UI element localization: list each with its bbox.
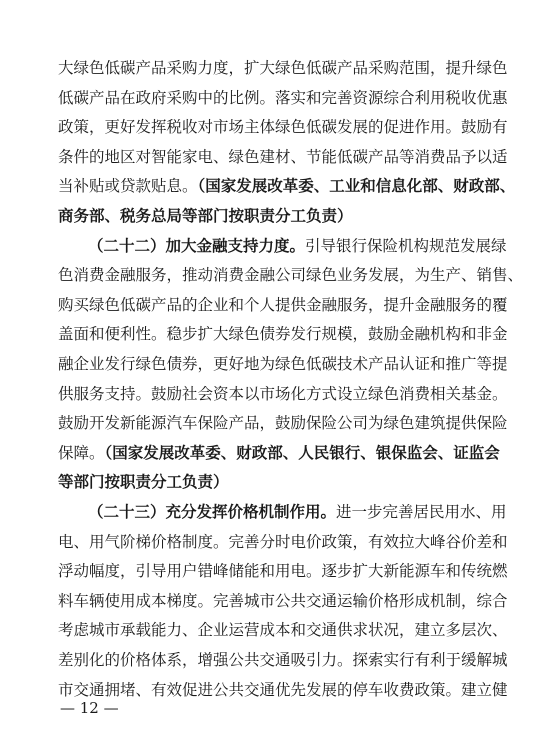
text-line [58, 143, 508, 171]
page-number: — 12 — [60, 699, 119, 717]
text-span: 购买绿色低碳产品的企业和个人提供金融服务，提升金融服务的覆 [58, 295, 508, 314]
section-heading-line [88, 232, 507, 260]
responsible-departments: 等部门按职责分工负责） [58, 472, 229, 492]
text-line [58, 291, 508, 319]
text-line [58, 646, 508, 674]
text-span: 条件的地区对智能家电、绿色建材、节能低碳产品等消费品予以适 [58, 147, 508, 166]
text-line [58, 320, 508, 348]
text-span: 料车辆使用成本梯度。完善城市公共交通运输价格形成机制，综合 [58, 591, 508, 610]
section-heading-line [88, 498, 507, 526]
text-span: 当补贴或贷款贴息。 [58, 177, 198, 196]
responsible-departments: （国家发展改革委、工业和信息化部、财政部、 [197, 176, 516, 196]
text-line [58, 409, 508, 437]
text-line [58, 676, 508, 704]
text-span: 保障。 [58, 443, 105, 462]
text-line [58, 557, 508, 585]
text-span: 供服务支持。鼓励社会资本以市场化方式设立绿色消费相关基金。 [58, 384, 508, 403]
text-span: 进一步完善居民用水、用 [336, 503, 507, 521]
text-span: 差别化的价格体系，增强公共交通吸引力。探索实行有利于缓解城 [58, 651, 508, 669]
text-span: 大绿色低碳产品采购力度，扩大绿色低碳产品采购范围，提升绿色 [58, 59, 508, 77]
text-line [58, 587, 508, 615]
text-span: 鼓励开发新能源汽车保险产品，鼓励保险公司为绿色建筑提供保险 [58, 414, 508, 433]
section-heading: （二十二）加大金融支持力度。 [88, 235, 306, 255]
text-line [58, 380, 508, 408]
text-span: 电、用气阶梯价格制度。完善分时电价政策，有效拉大峰谷价差和 [58, 532, 508, 551]
text-line [58, 261, 524, 289]
text-span: 市交通拥堵、有效促进公共交通优先发展的停车收费政策。建立健 [58, 680, 508, 699]
text-line [58, 113, 508, 141]
text-span: 政策，更好发挥税收对市场主体绿色低碳发展的促进作用。鼓励有 [58, 118, 508, 137]
section-heading: （二十三）充分发挥价格机制作用。 [88, 502, 337, 521]
text-line [58, 468, 488, 496]
text-line [58, 439, 500, 467]
responsible-departments: （国家发展改革委、财政部、人民银行、银保监会、证监会 [104, 442, 500, 462]
text-span: 考虑城市承载能力、企业运营成本和交通供求状况，建立多层次、 [58, 621, 508, 640]
text-span: 融企业发行绿色债券，更好地为绿色低碳技术产品认证和推广等提 [58, 355, 508, 373]
text-span: 盖面和便利性。稳步扩大绿色债券发行规模，鼓励金融机构和非金 [58, 325, 508, 344]
text-line [58, 54, 508, 82]
text-span: 引导银行保险机构规范发展绿 [305, 236, 507, 255]
text-span: 色消费金融服务，推动消费金融公司绿色业务发展，为生产、销售、 [58, 266, 524, 285]
text-line [58, 528, 508, 556]
text-span: 浮动幅度，引导用户错峰储能和用电。逐步扩大新能源车和传统燃 [58, 562, 508, 581]
text-line [58, 350, 508, 378]
text-line [58, 84, 508, 112]
responsible-departments: 商务部、税务总局等部门按职责分工负责） [58, 206, 353, 225]
text-line [58, 202, 488, 230]
text-line [58, 616, 508, 644]
text-span: 低碳产品在政府采购中的比例。落实和完善资源综合利用税收优惠 [58, 88, 508, 107]
text-line [58, 172, 516, 200]
